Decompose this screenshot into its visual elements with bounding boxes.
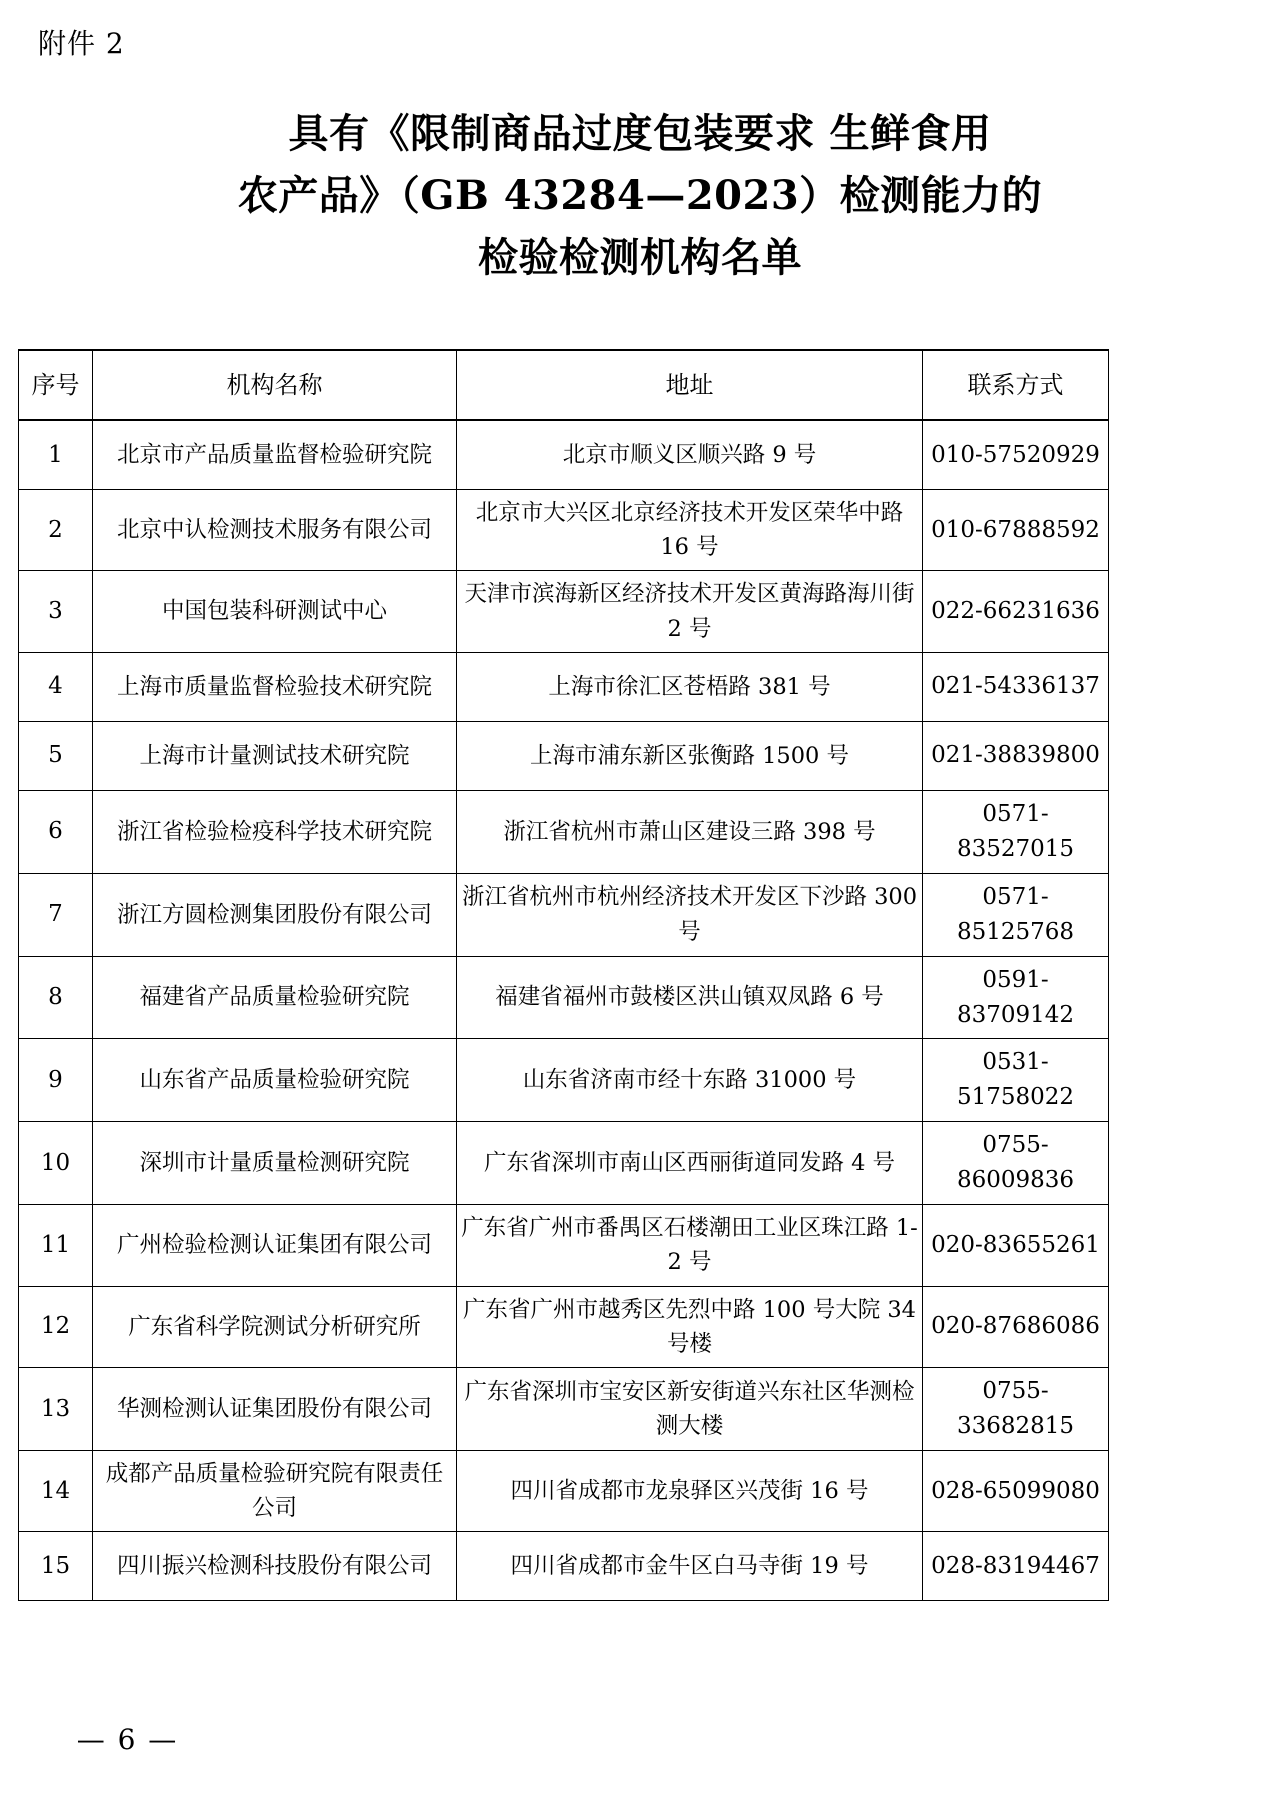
- row-address: 山东省济南市经十东路 31000 号: [457, 1039, 923, 1122]
- row-agency-name: 四川振兴检测科技股份有限公司: [93, 1532, 457, 1601]
- row-index: 2: [19, 490, 93, 571]
- table-row: [19, 1286, 1109, 1367]
- row-contact: 0531-51758022: [923, 1039, 1109, 1122]
- row-index: 6: [19, 790, 93, 873]
- row-index: 9: [19, 1039, 93, 1122]
- row-address: 广东省深圳市宝安区新安街道兴东社区华测检测大楼: [457, 1368, 923, 1451]
- attachment-label: 附件 2: [38, 27, 125, 60]
- row-agency-name: 广东省科学院测试分析研究所: [93, 1286, 457, 1367]
- table-row: [19, 1450, 1109, 1531]
- column-header-index: 序号: [19, 350, 93, 420]
- column-header-address: 地址: [457, 350, 923, 420]
- row-address: 浙江省杭州市杭州经济技术开发区下沙路 300 号: [457, 873, 923, 956]
- row-agency-name: 福建省产品质量检验研究院: [93, 956, 457, 1039]
- row-address: 广东省广州市番禺区石楼潮田工业区珠江路 1-2 号: [457, 1205, 923, 1286]
- row-agency-name: 浙江省检验检疫科学技术研究院: [93, 790, 457, 873]
- row-index: 5: [19, 721, 93, 790]
- table-header: [19, 350, 1109, 420]
- row-contact: 010-57520929: [923, 420, 1109, 490]
- table-row: [19, 490, 1109, 571]
- page-title-line-2: 农产品》（GB 43284—2023）检测能力的: [237, 172, 1043, 219]
- table-header-row: [19, 350, 1109, 420]
- row-address: 广东省广州市越秀区先烈中路 100 号大院 34 号楼: [457, 1286, 923, 1367]
- row-contact: 010-67888592: [923, 490, 1109, 571]
- row-index: 15: [19, 1532, 93, 1601]
- row-agency-name: 上海市质量监督检验技术研究院: [93, 652, 457, 721]
- page-title-line-1: 具有《限制商品过度包装要求 生鲜食用: [288, 110, 992, 157]
- row-agency-name: 北京中认检测技术服务有限公司: [93, 490, 457, 571]
- row-address: 四川省成都市金牛区白马寺街 19 号: [457, 1532, 923, 1601]
- row-agency-name: 浙江方圆检测集团股份有限公司: [93, 873, 457, 956]
- row-index: 12: [19, 1286, 93, 1367]
- row-contact: 020-87686086: [923, 1286, 1109, 1367]
- row-index: 8: [19, 956, 93, 1039]
- row-index: 7: [19, 873, 93, 956]
- row-index: 4: [19, 652, 93, 721]
- page-title-line-3: 检验检测机构名单: [478, 234, 802, 281]
- row-address: 北京市顺义区顺兴路 9 号: [457, 420, 923, 490]
- row-address: 广东省深圳市南山区西丽街道同发路 4 号: [457, 1122, 923, 1205]
- table-row: [19, 790, 1109, 873]
- row-index: 13: [19, 1368, 93, 1451]
- row-agency-name: 成都产品质量检验研究院有限责任公司: [93, 1450, 457, 1531]
- row-index: 14: [19, 1450, 93, 1531]
- table-body: [19, 420, 1109, 1601]
- row-index: 11: [19, 1205, 93, 1286]
- row-contact: 0755-86009836: [923, 1122, 1109, 1205]
- row-index: 1: [19, 420, 93, 490]
- row-contact: 0591-83709142: [923, 956, 1109, 1039]
- table-row: [19, 1368, 1109, 1451]
- page-title: [80, 103, 1200, 289]
- table-row: [19, 420, 1109, 490]
- row-agency-name: 华测检测认证集团股份有限公司: [93, 1368, 457, 1451]
- page-number: — 6 —: [76, 1723, 179, 1756]
- column-header-name: 机构名称: [93, 350, 457, 420]
- row-address: 浙江省杭州市萧山区建设三路 398 号: [457, 790, 923, 873]
- column-header-contact: 联系方式: [923, 350, 1109, 420]
- row-index: 3: [19, 571, 93, 652]
- row-agency-name: 深圳市计量质量检测研究院: [93, 1122, 457, 1205]
- agency-list-table: [18, 349, 1109, 1601]
- table-row: [19, 1532, 1109, 1601]
- row-address: 天津市滨海新区经济技术开发区黄海路海川街 2 号: [457, 571, 923, 652]
- table-row: [19, 956, 1109, 1039]
- row-contact: 020-83655261: [923, 1205, 1109, 1286]
- row-address: 四川省成都市龙泉驿区兴茂街 16 号: [457, 1450, 923, 1531]
- row-contact: 022-66231636: [923, 571, 1109, 652]
- table-row: [19, 571, 1109, 652]
- table-row: [19, 721, 1109, 790]
- row-agency-name: 广州检验检测认证集团有限公司: [93, 1205, 457, 1286]
- table-row: [19, 1205, 1109, 1286]
- table-row: [19, 1039, 1109, 1122]
- row-contact: 0571-85125768: [923, 873, 1109, 956]
- row-agency-name: 北京市产品质量监督检验研究院: [93, 420, 457, 490]
- row-agency-name: 中国包装科研测试中心: [93, 571, 457, 652]
- row-contact: 0571-83527015: [923, 790, 1109, 873]
- row-contact: 028-83194467: [923, 1532, 1109, 1601]
- table-row: [19, 873, 1109, 956]
- row-agency-name: 山东省产品质量检验研究院: [93, 1039, 457, 1122]
- row-contact: 0755-33682815: [923, 1368, 1109, 1451]
- row-address: 北京市大兴区北京经济技术开发区荣华中路 16 号: [457, 490, 923, 571]
- row-contact: 021-38839800: [923, 721, 1109, 790]
- row-agency-name: 上海市计量测试技术研究院: [93, 721, 457, 790]
- row-address: 上海市徐汇区苍梧路 381 号: [457, 652, 923, 721]
- table-row: [19, 652, 1109, 721]
- row-address: 福建省福州市鼓楼区洪山镇双凤路 6 号: [457, 956, 923, 1039]
- row-contact: 021-54336137: [923, 652, 1109, 721]
- table-row: [19, 1122, 1109, 1205]
- row-contact: 028-65099080: [923, 1450, 1109, 1531]
- row-index: 10: [19, 1122, 93, 1205]
- row-address: 上海市浦东新区张衡路 1500 号: [457, 721, 923, 790]
